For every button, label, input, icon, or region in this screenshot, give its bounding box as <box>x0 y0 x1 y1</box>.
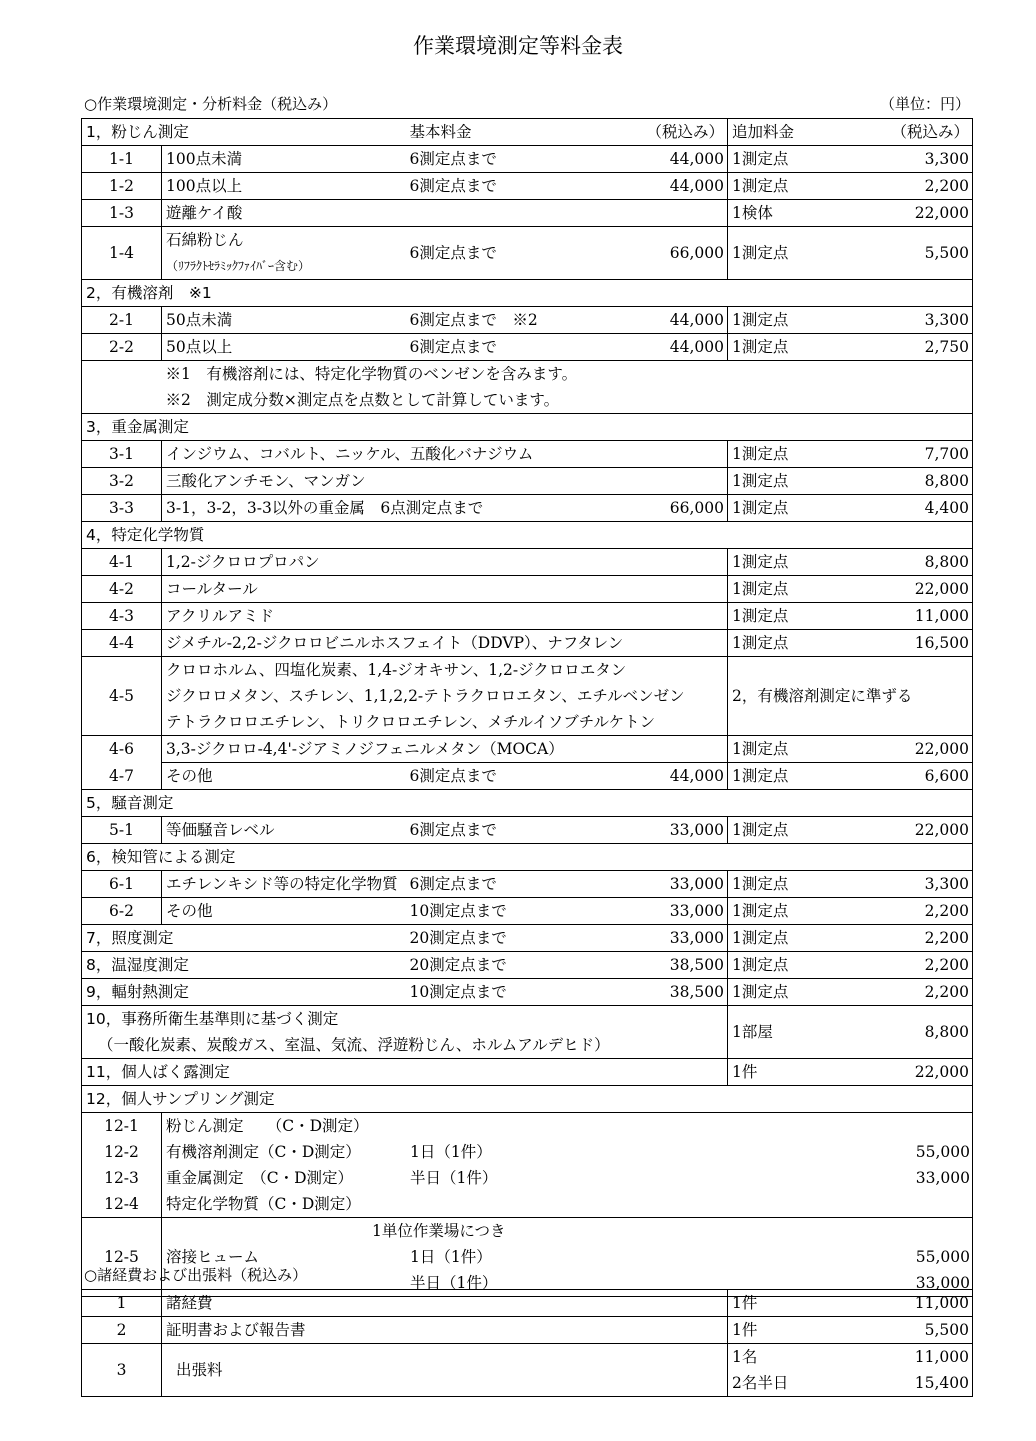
row-item: ジメチル-2,2-ジクロロビニルホスフェイト（DDVP）、ナフタレン <box>162 630 728 657</box>
table-row <box>82 549 973 576</box>
row-condition: 10測定点まで <box>406 898 511 925</box>
row-additional-fee: 4,400 <box>823 495 973 522</box>
page-title: 作業環境測定等料金表 <box>413 34 623 58</box>
row-base-fee: 38,500 <box>511 952 728 979</box>
category-row <box>82 522 973 549</box>
row-unit: 1件 <box>728 1059 823 1086</box>
table-row <box>82 495 973 522</box>
row-base-fee: 66,000 <box>511 227 728 280</box>
row-condition: 6測定点まで <box>406 146 511 173</box>
welding-row <box>162 1218 973 1244</box>
table-row <box>82 1290 973 1317</box>
row-item: 重金属測定 （C・D測定） <box>166 1169 354 1187</box>
row-price: 55,000 <box>915 1143 970 1161</box>
row-item: 100点未満 <box>162 146 406 173</box>
tax-incl-header: （税込み） <box>511 119 728 146</box>
row-item: エチレンキシド等の特定化学物質 <box>162 871 406 898</box>
row-unit: 1測定点 <box>728 763 823 790</box>
table-header-row <box>82 119 973 146</box>
row-base-fee: 38,500 <box>511 979 728 1006</box>
category-row <box>82 1086 973 1113</box>
row-base-fee: 44,000 <box>511 146 728 173</box>
row-unit: 1測定点 <box>728 952 823 979</box>
row-additional-fee: 3,300 <box>823 871 973 898</box>
table-row <box>82 307 973 334</box>
row-additional-fee: 8,800 <box>823 1006 973 1059</box>
row-price <box>728 1191 973 1217</box>
row-price: 11,000 <box>823 1290 973 1317</box>
section-heading-expenses: ○諸経費および出張料（税込み） <box>84 1266 308 1284</box>
row-item-line: ジクロロメタン、スチレン、1,1,2,2-テトラクロロエタン、エチルベンゼン <box>166 687 685 705</box>
row-additional-fee: 16,500 <box>823 630 973 657</box>
row-item: 三酸化アンチモン、マンガン <box>162 468 728 495</box>
row-unit <box>728 1344 823 1397</box>
row-item <box>162 227 406 280</box>
table-row <box>82 146 973 173</box>
row-additional-fee: 2,200 <box>823 952 973 979</box>
row-item: その他 <box>162 763 406 790</box>
row-item: 9，輻射熱測定 <box>82 979 406 1006</box>
row-additional-fee: 2,750 <box>823 334 973 361</box>
row-additional-fee: 2,200 <box>823 925 973 952</box>
row-item <box>162 657 728 736</box>
row-additional-fee: 22,000 <box>823 736 973 763</box>
row-item: 溶接ヒューム <box>166 1248 260 1266</box>
row-unit-line: 2名半日 <box>732 1374 789 1392</box>
table-row <box>82 200 973 227</box>
fee-table <box>81 118 973 1297</box>
row-note: 2，有機溶剤測定に準ずる <box>728 657 973 736</box>
row-unit-line: 1名 <box>732 1348 758 1366</box>
row-number: 3-3 <box>82 495 162 522</box>
row-price-line: 15,400 <box>914 1374 969 1392</box>
row-item: 特定化学物質（C・D測定） <box>166 1195 361 1213</box>
row-additional-fee: 11,000 <box>823 603 973 630</box>
row-item: 出張料 <box>162 1344 728 1397</box>
row-condition: 6測定点まで ※2 <box>406 307 511 334</box>
row-number: 3-1 <box>82 441 162 468</box>
row-number: 4-7 <box>82 763 162 790</box>
note-2: ※2 測定成分数×測定点を点数として計算しています。 <box>165 391 560 409</box>
row-additional-fee: 22,000 <box>823 1059 973 1086</box>
row-price-line: 11,000 <box>914 1348 969 1366</box>
row-unit: 1測定点 <box>728 898 823 925</box>
row-condition: 半日（1件） <box>410 1169 498 1187</box>
row-price <box>728 1113 973 1139</box>
row-item-line: テトラクロロエチレン、トリクロロエチレン、メチルイソブチルケトン <box>166 713 656 731</box>
row-item: 等価騒音レベル <box>162 817 406 844</box>
section-heading-measurement: ○作業環境測定・分析料金（税込み） <box>84 95 338 113</box>
sampling-row <box>162 1113 973 1139</box>
row-unit: 1測定点 <box>728 630 823 657</box>
row-item-subline: （一酸化炭素、炭酸ガス、室温、気流、浮遊粉じん、ホルムアルデヒド） <box>98 1036 610 1054</box>
row-unit: 1測定点 <box>728 817 823 844</box>
row-condition <box>406 1113 728 1139</box>
row-base-fee: 66,000 <box>511 495 728 522</box>
row-unit: 1測定点 <box>728 227 823 280</box>
row-price <box>823 1344 973 1397</box>
category-row <box>82 280 973 307</box>
row-number-line: 12-3 <box>104 1169 139 1187</box>
row-unit: 1測定点 <box>728 468 823 495</box>
basic-fee-header: 基本料金 <box>406 119 511 146</box>
row-additional-fee: 8,800 <box>823 468 973 495</box>
row-item: インジウム、コバルト、ニッケル、五酸化バナジウム <box>162 441 728 468</box>
row-number: 12-5 <box>82 1218 162 1297</box>
row-number: 4-2 <box>82 576 162 603</box>
row-base-fee: 33,000 <box>511 925 728 952</box>
row-item-line: クロロホルム、四塩化炭素、1,4-ジオキサン、1,2-ジクロロエタン <box>166 661 627 679</box>
row-additional-fee: 2,200 <box>823 898 973 925</box>
row-number: 4-6 <box>82 736 162 763</box>
row-base-fee: 44,000 <box>511 334 728 361</box>
row-number: 1-3 <box>82 200 162 227</box>
row-condition: 1日（1件） <box>410 1143 492 1161</box>
row-item: 50点未満 <box>162 307 406 334</box>
row-unit: 1測定点 <box>728 441 823 468</box>
sampling-row <box>162 1165 973 1191</box>
table-row <box>82 227 973 280</box>
table-row <box>82 1006 973 1059</box>
row-number: 2 <box>82 1317 162 1344</box>
additional-fee-header: 追加料金 <box>728 119 823 146</box>
row-condition: 20測定点まで <box>406 925 511 952</box>
row-condition: 半日（1件） <box>410 1274 498 1292</box>
table-row <box>82 441 973 468</box>
table-row <box>82 334 973 361</box>
expenses-table <box>81 1289 973 1397</box>
row-number: 4-1 <box>82 549 162 576</box>
row-unit: 1測定点 <box>728 146 823 173</box>
table-row <box>82 979 973 1006</box>
table-row <box>82 468 973 495</box>
row-number: 1 <box>82 1290 162 1317</box>
sampling-inner-table <box>162 1113 973 1217</box>
row-base-fee: 44,000 <box>511 307 728 334</box>
row-item: 粉じん測定 （C・D測定） <box>166 1117 369 1135</box>
notes-row <box>82 361 973 414</box>
row-unit: 1測定点 <box>728 603 823 630</box>
row-number: 4-5 <box>82 657 162 736</box>
row-base-fee: 33,000 <box>511 871 728 898</box>
row-item-line: 10，事務所衛生基準則に基づく測定 <box>86 1010 339 1028</box>
row-additional-fee: 22,000 <box>823 817 973 844</box>
row-number: 3 <box>82 1344 162 1397</box>
table-row <box>82 898 973 925</box>
row-condition: 1日（1件） <box>410 1248 492 1266</box>
table-row <box>82 1317 973 1344</box>
row-item: その他 <box>162 898 406 925</box>
row-item: 証明書および報告書 <box>162 1317 728 1344</box>
row-number: 4-4 <box>82 630 162 657</box>
category-label: 12，個人サンプリング測定 <box>82 1086 973 1113</box>
row-additional-fee: 2,200 <box>823 173 973 200</box>
row-price: 55,000 <box>915 1248 970 1266</box>
row-unit: 1測定点 <box>728 495 823 522</box>
table-row <box>82 952 973 979</box>
row-item: コールタール <box>162 576 728 603</box>
row-condition: 6測定点まで <box>406 334 511 361</box>
sampling-row <box>162 1139 973 1165</box>
table-row <box>82 1059 973 1086</box>
table-row <box>82 576 973 603</box>
row-number: 2-2 <box>82 334 162 361</box>
row-number: 4-3 <box>82 603 162 630</box>
row-additional-fee: 2,200 <box>823 979 973 1006</box>
row-unit: 1測定点 <box>728 736 823 763</box>
category-row <box>82 844 973 871</box>
row-condition: 10測定点まで <box>406 979 511 1006</box>
category-label: 3，重金属測定 <box>82 414 973 441</box>
row-additional-fee: 7,700 <box>823 441 973 468</box>
row-additional-fee: 6,600 <box>823 763 973 790</box>
category-row <box>82 414 973 441</box>
row-condition: 6測定点まで <box>406 817 511 844</box>
row-additional-fee: 22,000 <box>823 576 973 603</box>
table-row <box>82 736 973 763</box>
row-base-fee: 44,000 <box>511 763 728 790</box>
row-item: 諸経費 <box>162 1290 728 1317</box>
row-condition: 1単位作業場につき <box>372 1222 506 1240</box>
table-row <box>82 763 973 790</box>
row-item-subline: （ﾘﾌﾗｸﾄｾﾗﾐｯｸﾌｧｲﾊﾞｰ含む） <box>166 259 311 273</box>
row-item: 遊離ケイ酸 <box>162 200 728 227</box>
row-number: 6-2 <box>82 898 162 925</box>
row-item: 有機溶剤測定（C・D測定） <box>166 1143 361 1161</box>
category-label: 1，粉じん測定 <box>82 119 406 146</box>
row-condition: 6測定点まで <box>406 871 511 898</box>
row-unit: 1測定点 <box>728 173 823 200</box>
row-item: 3-1，3-2，3-3以外の重金属 6点測定点まで <box>162 495 511 522</box>
row-unit: 1測定点 <box>728 979 823 1006</box>
table-row <box>82 817 973 844</box>
category-label: 5，騒音測定 <box>82 790 973 817</box>
row-unit: 1件 <box>728 1317 823 1344</box>
row-item: 7，照度測定 <box>82 925 406 952</box>
row-additional-fee: 5,500 <box>823 227 973 280</box>
row-number: 1-2 <box>82 173 162 200</box>
row-unit: 1件 <box>728 1290 823 1317</box>
row-unit: 1測定点 <box>728 549 823 576</box>
row-item: 100点以上 <box>162 173 406 200</box>
row-unit: 1測定点 <box>728 871 823 898</box>
row-number: 5-1 <box>82 817 162 844</box>
row-price: 33,000 <box>915 1169 970 1187</box>
notes-spacer <box>82 361 162 414</box>
row-base-fee: 33,000 <box>511 817 728 844</box>
row-additional-fee: 3,300 <box>823 146 973 173</box>
row-item: 8，温湿度測定 <box>82 952 406 979</box>
note-1: ※1 有機溶剤には、特定化学物質のベンゼンを含みます。 <box>165 365 578 383</box>
row-base-fee: 33,000 <box>511 898 728 925</box>
row-unit: 1測定点 <box>728 925 823 952</box>
row-unit: 1測定点 <box>728 334 823 361</box>
row-number-line: 12-1 <box>104 1117 139 1135</box>
row-item: 1,2-ジクロロプロパン <box>162 549 728 576</box>
welding-spacer <box>728 1218 973 1244</box>
row-number: 1-1 <box>82 146 162 173</box>
row-unit: 1測定点 <box>728 307 823 334</box>
row-item: 11，個人ばく露測定 <box>82 1059 728 1086</box>
row-item: 50点以上 <box>162 334 406 361</box>
table-row <box>82 1113 973 1218</box>
row-number: 1-4 <box>82 227 162 280</box>
unit-note: （単位：円） <box>879 95 970 113</box>
sampling-row <box>162 1191 973 1217</box>
row-unit: 1検体 <box>728 200 823 227</box>
row-item: アクリルアミド <box>162 603 728 630</box>
row-number-line: 12-2 <box>104 1143 139 1161</box>
row-condition: 6測定点まで <box>406 227 511 280</box>
row-base-fee: 44,000 <box>511 173 728 200</box>
row-number: 2-1 <box>82 307 162 334</box>
row-additional-fee: 8,800 <box>823 549 973 576</box>
row-condition: 6測定点まで <box>406 173 511 200</box>
row-item: 3,3-ジクロロ-4,4'-ジアミノジフェニルメタン（MOCA） <box>162 736 728 763</box>
row-price: 33,000 <box>915 1274 970 1292</box>
row-number-line: 12-4 <box>104 1195 139 1213</box>
sampling-block <box>162 1113 973 1218</box>
category-label: 4，特定化学物質 <box>82 522 973 549</box>
row-number: 3-2 <box>82 468 162 495</box>
row-additional-fee: 3,300 <box>823 307 973 334</box>
table-row <box>82 925 973 952</box>
tax-incl-header-2: （税込み） <box>823 119 973 146</box>
row-price: 5,500 <box>823 1317 973 1344</box>
table-row <box>82 603 973 630</box>
category-row <box>82 790 973 817</box>
welding-spacer <box>162 1218 406 1244</box>
table-row <box>82 871 973 898</box>
table-row <box>82 657 973 736</box>
row-number <box>82 1113 162 1218</box>
notes <box>162 361 973 414</box>
row-unit: 1測定点 <box>728 576 823 603</box>
category-label: 2，有機溶剤 ※1 <box>82 280 973 307</box>
row-item <box>82 1006 728 1059</box>
table-row <box>82 630 973 657</box>
row-condition: 6測定点まで <box>406 763 511 790</box>
table-row <box>82 173 973 200</box>
category-label: 6，検知管による測定 <box>82 844 973 871</box>
table-row <box>82 1344 973 1397</box>
row-condition: 20測定点まで <box>406 952 511 979</box>
row-additional-fee: 22,000 <box>823 200 973 227</box>
row-condition <box>406 1191 728 1217</box>
row-number: 6-1 <box>82 871 162 898</box>
row-unit: 1部屋 <box>728 1006 823 1059</box>
row-item-line: 石綿粉じん <box>166 231 244 249</box>
